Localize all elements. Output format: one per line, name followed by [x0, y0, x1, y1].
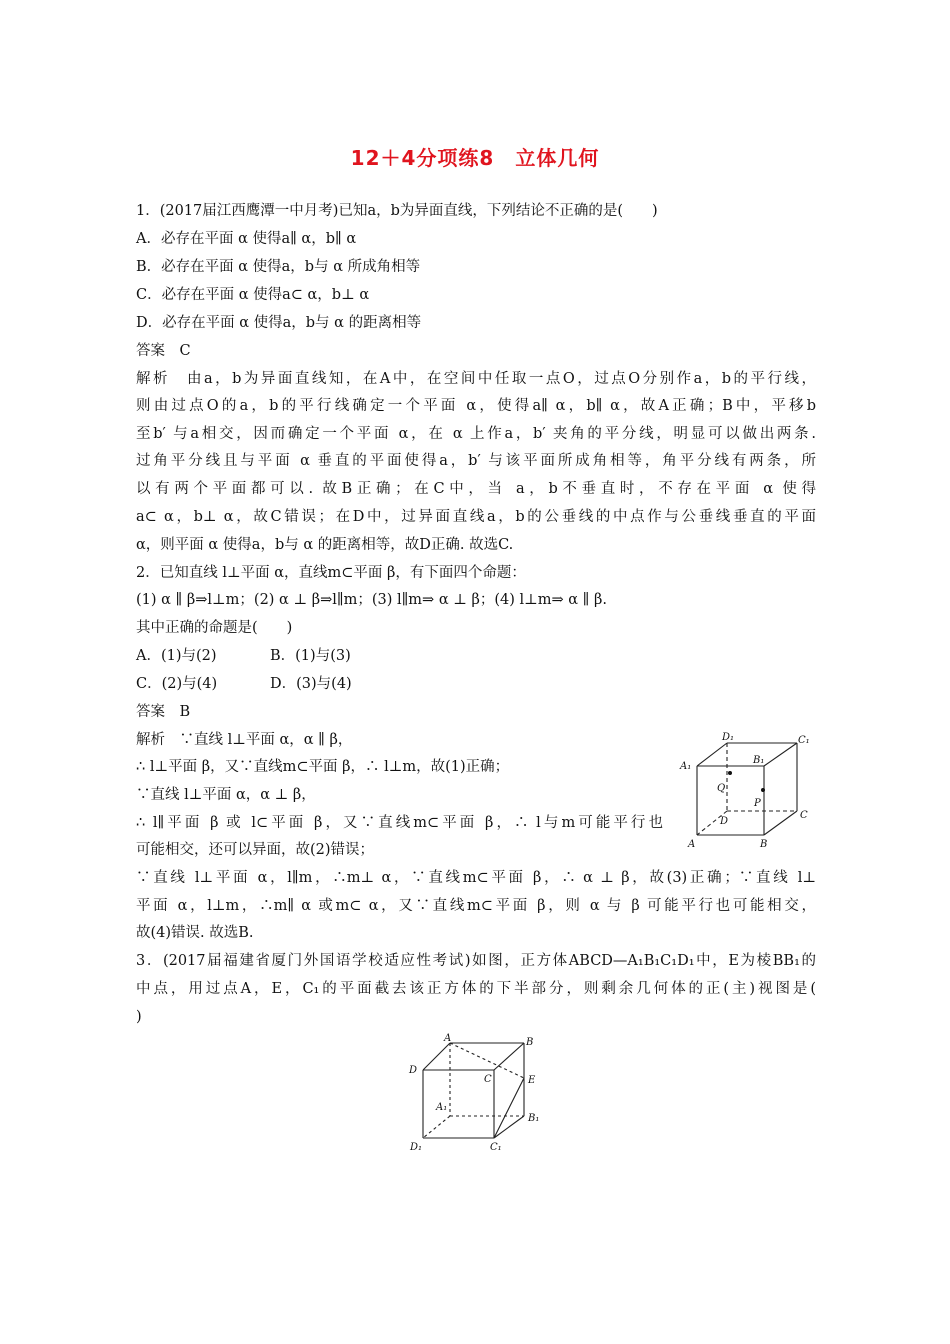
q2-answer: 答案 B	[136, 704, 191, 720]
q2-analysis-line: 故(4)错误. 故选B.	[136, 925, 254, 941]
q2-analysis-line: ∴ l∥平面 β 或 l⊂平面 β，又∵直线m⊂平面 β，∴ l与m可能平行也	[136, 815, 663, 831]
q1-option-d: D．必存在平面 α 使得a，b与 α 的距离相等	[136, 315, 422, 331]
q3-stem-line: 3．(2017届福建省厦门外国语学校适应性考试)如图，正方体ABCD—A₁B₁C₁D₁中，E为棱BB₁的	[136, 953, 816, 969]
q2-analysis-line: ∵直线 l⊥平面 α，l∥m，∴m⊥ α，∵直线m⊂平面 β，∴ α ⊥ β，故(3)正确；∵直线 l⊥	[136, 870, 816, 886]
q1-analysis-line: 解析 由a，b为异面直线知，在A中，在空间中任取一点O，过点O分别作a，b的平行线，	[136, 371, 816, 387]
q1-answer: 答案 C	[136, 343, 191, 359]
q2-question: 其中正确的命题是( )	[136, 620, 293, 636]
q2-analysis-line: 平面 α，l⊥m，∴m∥ α 或m⊂ α，又∵直线m⊂平面 β，则 α 与 β 可能平行也可能相交，	[136, 898, 816, 914]
label-e: E	[528, 1075, 536, 1086]
q2-cube-figure	[676, 728, 816, 852]
label-q: Q	[717, 783, 726, 794]
label-d1: D₁	[722, 732, 735, 743]
label-b: B	[526, 1037, 534, 1048]
q1-stem: 1．(2017届江西鹰潭一中月考)已知a，b为异面直线，下列结论不正确的是( )	[136, 203, 658, 219]
label-d: D	[409, 1065, 418, 1076]
q2-stem: 2．已知直线 l⊥平面 α，直线m⊂平面 β，有下面四个命题：	[136, 565, 526, 581]
label-a: A	[444, 1033, 452, 1044]
q2-analysis-line: 可能相交，还可以异面，故(2)错误；	[136, 842, 375, 858]
label-p: P	[754, 798, 761, 809]
q2-option-a: A．(1)与(2)	[136, 648, 217, 664]
q3-cube-figure	[404, 1032, 554, 1158]
q3-stem-line: 中点，用过点A，E，C₁的平面截去该正方体的下半部分，则剩余几何体的正(主)视图是(	[136, 981, 816, 997]
label-a1: A₁	[436, 1102, 448, 1113]
label-a1: A₁	[680, 761, 692, 772]
label-c: C	[484, 1074, 492, 1085]
q1-analysis-line: 则由过点O的a，b的平行线确定一个平面 α，使得a∥ α，b∥ α，故A正确；B中，平移b	[136, 398, 816, 414]
label-d1: D₁	[410, 1142, 423, 1153]
q1-analysis-line: 过角平分线且与平面 α 垂直的平面使得a，b′ 与该平面所成角相等，角平分线有两条，所	[136, 453, 816, 469]
q2-option-d: D．(3)与(4)	[270, 676, 352, 692]
label-c1: C₁	[798, 735, 810, 746]
label-c: C	[800, 810, 808, 821]
page-title: 12＋4分项练8 立体几何	[350, 146, 600, 170]
q2-analysis-line: 解析 ∵直线 l⊥平面 α，α ∥ β，	[136, 732, 353, 748]
q2-analysis-line: ∴ l⊥平面 β，又∵直线m⊂平面 β，∴ l⊥m，故(1)正确；	[136, 759, 510, 775]
q1-option-a: A．必存在平面 α 使得a∥ α，b∥ α	[136, 231, 357, 247]
q2-option-c: C．(2)与(4)	[136, 676, 218, 692]
q1-analysis-line: 至b′ 与a相交，因而确定一个平面 α，在 α 上作a，b′ 夹角的平分线，明显可以做出两条.	[136, 426, 816, 442]
q2-propositions: (1) α ∥ β⇒l⊥m；(2) α ⊥ β⇒l∥m；(3) l∥m⇒ α ⊥ β；(4) l⊥m⇒ α ∥ β.	[136, 592, 607, 608]
q1-analysis-line: 以有两个平面都可以. 故B正确；在C中，当 a，b不垂直时，不存在平面 α 使得	[136, 481, 816, 497]
q2-analysis-line: ∵直线 l⊥平面 α，α ⊥ β，	[136, 787, 316, 803]
q1-analysis-line: a⊂ α，b⊥ α，故C错误；在D中，过异面直线a，b的公垂线的中点作与公垂线垂直的平面	[136, 509, 816, 525]
q3-stem-line: )	[136, 1009, 142, 1025]
label-b1: B₁	[528, 1113, 540, 1124]
label-a: A	[688, 839, 696, 850]
q1-option-b: B．必存在平面 α 使得a，b与 α 所成角相等	[136, 259, 421, 275]
label-b: B	[760, 839, 768, 850]
label-b1: B₁	[753, 755, 765, 766]
label-c1: C₁	[490, 1142, 502, 1153]
q2-option-b: B．(1)与(3)	[270, 648, 351, 664]
label-d: D	[720, 816, 729, 827]
q1-option-c: C．必存在平面 α 使得a⊂ α，b⊥ α	[136, 287, 370, 303]
q1-analysis-line: α，则平面 α 使得a，b与 α 的距离相等，故D正确. 故选C.	[136, 537, 514, 553]
